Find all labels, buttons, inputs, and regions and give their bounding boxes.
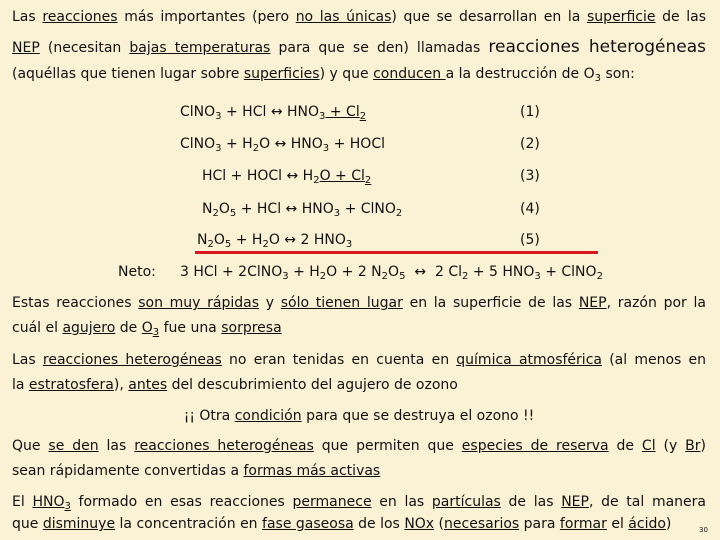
- subscript: 3: [345, 239, 353, 250]
- paragraph-1-line-1: [12, 291, 706, 316]
- text: (al menos en: [601, 352, 707, 368]
- text: y: [259, 295, 281, 311]
- term-estratosfera: estratosfera: [28, 377, 114, 393]
- subscript: 2: [319, 271, 327, 282]
- text: cuál el: [12, 320, 63, 336]
- text: + HOCl: [329, 136, 385, 152]
- term-ozono: O: [141, 320, 153, 336]
- paragraph-4-line-1: [12, 434, 706, 459]
- subscript: 3: [322, 143, 330, 154]
- term-disminuye: disminuye: [42, 516, 116, 532]
- text: O ↔ 2 HNO: [268, 232, 346, 248]
- equation-number-1: (1): [520, 104, 540, 120]
- text: sean rápidamente convertidas a: [12, 463, 244, 479]
- text: (necesitan: [39, 40, 130, 56]
- text: ↔ 2 Cl: [405, 264, 462, 280]
- subscript: 3: [319, 111, 326, 122]
- term-reacciones-heterogeneas: reacciones heterogéneas: [488, 37, 707, 57]
- text: O: [213, 232, 225, 248]
- text: del descubrimiento del agujero de ozono: [167, 377, 458, 393]
- text: O: [218, 201, 230, 217]
- equation-5: [197, 230, 352, 250]
- text: N: [202, 201, 213, 217]
- subscript: 2: [381, 271, 389, 282]
- intro-line-1: [12, 5, 706, 30]
- text: que: [12, 516, 43, 532]
- term-son-muy-rapidas: son muy rápidas: [138, 295, 260, 311]
- term-bajas-temperaturas: bajas temperaturas: [129, 40, 271, 56]
- subscript: 3: [534, 271, 541, 282]
- term-superficie: superficie: [587, 9, 656, 25]
- subscript: 2: [395, 208, 403, 219]
- equation-number-3: (3): [520, 168, 540, 184]
- term-se-den: se den: [48, 438, 99, 454]
- text: Las: [12, 9, 43, 25]
- subscript: 3: [64, 501, 71, 512]
- term-conducen: conducen: [373, 66, 446, 82]
- term-formas-mas-activas: formas más activas: [243, 463, 381, 479]
- subscript: 2: [207, 239, 214, 250]
- subscript: 3: [333, 208, 341, 219]
- text: ¡¡ Otra: [183, 408, 235, 424]
- subscript: 2: [364, 175, 372, 186]
- text: Las: [12, 352, 43, 368]
- text: O + 2 N: [326, 264, 382, 280]
- subscript: 3: [152, 327, 160, 338]
- term-particulas: partículas: [431, 494, 501, 510]
- text: ): [700, 438, 707, 454]
- equation-number-2: (2): [520, 136, 540, 152]
- text: , razón por la: [606, 295, 706, 311]
- text: 3 HCl + 2ClNO: [180, 264, 283, 280]
- text: ),: [113, 377, 129, 393]
- subscript: 3: [215, 143, 222, 154]
- text: , de tal manera: [588, 494, 707, 510]
- text: para que se destruya el ozono !!: [301, 408, 535, 424]
- text: el: [606, 516, 629, 532]
- text: formado en esas reacciones: [70, 494, 293, 510]
- term-cl: Cl: [641, 438, 656, 454]
- text: HCl + HOCl ↔ H: [202, 168, 314, 184]
- equation-1: [180, 102, 366, 122]
- text: de las: [500, 494, 562, 510]
- term-hno3: HNO: [32, 494, 65, 510]
- text: + H: [288, 264, 320, 280]
- text: las: [98, 438, 135, 454]
- text: ) que se desarrollan en la: [391, 9, 588, 25]
- text: (aquéllas que tienen lugar sobre: [12, 66, 244, 82]
- text: O: [388, 264, 400, 280]
- text: + HCl ↔ HNO: [221, 104, 320, 120]
- net-equation: [180, 262, 603, 282]
- text: (: [434, 516, 445, 532]
- term-superficies: superficies: [243, 66, 320, 82]
- text: fue una: [159, 320, 222, 336]
- intro-line-2: [12, 35, 706, 61]
- text: + H: [231, 232, 263, 248]
- text: que permiten que: [313, 438, 462, 454]
- intro-line-3: [12, 62, 706, 87]
- net-label: Neto:: [118, 264, 156, 280]
- text: N: [197, 232, 208, 248]
- paragraph-4-line-2: [12, 459, 706, 484]
- term-quimica-atmosferica: química atmosférica: [456, 352, 602, 368]
- subscript: 3: [215, 111, 222, 122]
- text: para: [519, 516, 560, 532]
- subscript: 3: [282, 271, 289, 282]
- equation-2: [180, 134, 385, 154]
- text: son:: [601, 66, 635, 82]
- term-nep: NEP: [578, 295, 607, 311]
- text: + H: [221, 136, 253, 152]
- red-rule: [195, 251, 598, 254]
- text: (y: [655, 438, 686, 454]
- text: + HCl ↔ HNO: [236, 201, 334, 217]
- text: más importantes (pero: [117, 9, 296, 25]
- subscript: 2: [252, 143, 260, 154]
- paragraph-2-line-2: [12, 373, 706, 398]
- text: de las: [655, 9, 706, 25]
- paragraph-3: [12, 404, 706, 429]
- subscript: 2: [596, 271, 603, 282]
- text: en la superficie de las: [402, 295, 579, 311]
- paragraph-2-line-1: [12, 348, 706, 373]
- term-nep: NEP: [561, 494, 589, 510]
- term-solo-tienen-lugar: sólo tienen lugar: [280, 295, 403, 311]
- subscript: 3: [594, 73, 601, 84]
- subscript: 5: [224, 239, 232, 250]
- text: la concentración en: [115, 516, 263, 532]
- subscript: 2: [313, 175, 320, 186]
- term-nep: NEP: [12, 40, 40, 56]
- text: O ↔ HNO: [259, 136, 323, 152]
- text: Estas reacciones: [12, 295, 139, 311]
- text: de los: [353, 516, 405, 532]
- text: la: [12, 377, 29, 393]
- subscript: 5: [399, 271, 406, 282]
- term-reacciones-heterogeneas: reacciones heterogéneas: [42, 352, 222, 368]
- text: no eran tenidas en cuenta en: [221, 352, 457, 368]
- text: + 5 HNO: [468, 264, 535, 280]
- text: en las: [371, 494, 432, 510]
- paragraph-1-line-2: [12, 316, 706, 341]
- term-no-las-unicas: no las únicas: [295, 9, 392, 25]
- text: ) y que: [319, 66, 374, 82]
- term-acido: ácido: [628, 516, 666, 532]
- text: + ClNO: [540, 264, 597, 280]
- text: O + Cl: [319, 168, 365, 184]
- subscript: 2: [212, 208, 219, 219]
- text: El: [12, 494, 33, 510]
- equation-number-4: (4): [520, 201, 540, 217]
- term-condicion: condición: [234, 408, 302, 424]
- page-number: 30: [699, 526, 708, 534]
- term-nox: NOx: [404, 516, 435, 532]
- term-br: Br: [685, 438, 701, 454]
- term-reacciones-heterogeneas: reacciones heterogéneas: [134, 438, 314, 454]
- equation-number-5: (5): [520, 232, 540, 248]
- subscript: 2: [462, 271, 469, 282]
- paragraph-5-line-2: [12, 512, 696, 537]
- equation-3: [202, 166, 371, 186]
- term-sorpresa: sorpresa: [221, 320, 282, 336]
- text: ): [665, 516, 672, 532]
- subscript: 5: [229, 208, 237, 219]
- term-permanece: permanece: [292, 494, 372, 510]
- text: ClNO: [180, 104, 216, 120]
- term-agujero: agujero: [62, 320, 116, 336]
- text: de: [608, 438, 642, 454]
- term-necesarios: necesarios: [444, 516, 520, 532]
- term-antes: antes: [128, 377, 168, 393]
- equation-4: [202, 199, 402, 219]
- term-fase-gaseosa: fase gaseosa: [262, 516, 354, 532]
- term-especies-de-reserva: especies de reserva: [461, 438, 609, 454]
- subscript: 2: [262, 239, 269, 250]
- text: + Cl: [325, 104, 360, 120]
- text: para que se den) llamadas: [270, 40, 489, 56]
- text: + ClNO: [340, 201, 396, 217]
- term-formar: formar: [559, 516, 607, 532]
- subscript: 2: [359, 111, 367, 122]
- text: de: [115, 320, 142, 336]
- term-reacciones: reacciones: [42, 9, 118, 25]
- text: a la destrucción de O: [445, 66, 595, 82]
- text: ClNO: [180, 136, 216, 152]
- text: Que: [12, 438, 49, 454]
